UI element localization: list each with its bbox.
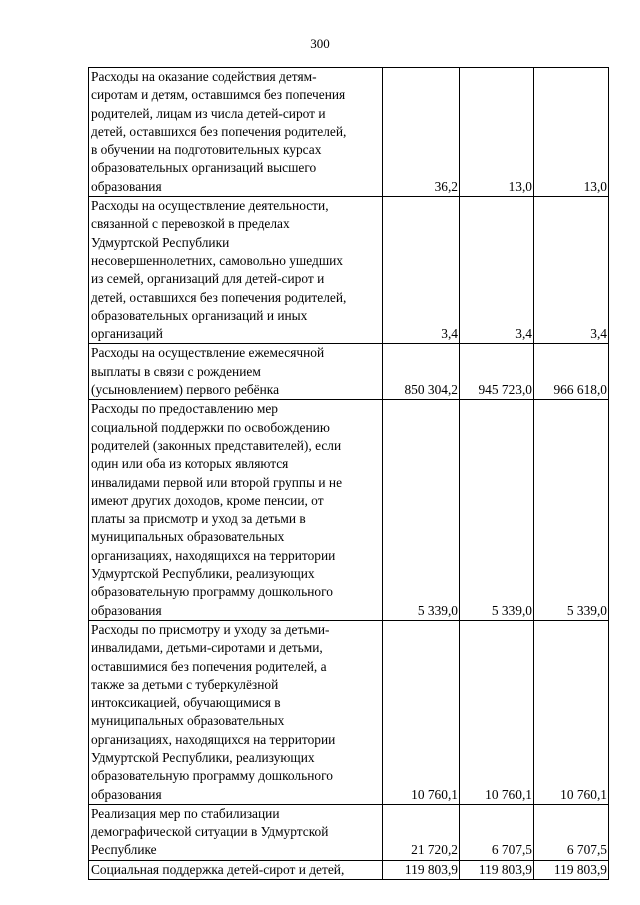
description-line: образовательных организаций и иных [91,307,308,323]
description-line: родителей (законных представителей), если [91,437,342,453]
table-row [89,344,609,400]
amount-year-3: 3,4 [534,197,609,344]
description-line: Удмуртской Республики, реализующих [91,749,315,765]
description-line: образования [91,786,162,802]
description-line: организациях, находящихся на территории [91,731,336,747]
description-line: Расходы по присмотру и уходу за детьми- [91,621,330,637]
description-line: Социальная поддержка детей-сирот и детей, [91,861,345,877]
description-line: Реализация мер по стабилизации [91,805,280,821]
description-line: в обучении на подготовительных курсах [91,142,322,158]
description-line: организаций [91,326,163,342]
amount-year-3: 5 339,0 [534,400,609,621]
description-line: из семей, организаций для детей-сирот и [91,271,325,287]
table-row [89,68,609,197]
description-line: сиротам и детям, оставшимся без попечения [91,87,346,103]
description-line: Республике [91,842,157,858]
description-line: несовершеннолетних, самовольно ушедших [91,252,343,268]
description-line: родителей, лицам из числа детей-сирот и [91,105,326,121]
row-description [89,620,383,804]
description-line: Удмуртской Республики, реализующих [91,566,315,582]
amount-year-2: 945 723,0 [460,344,534,400]
description-line: Расходы на осуществление ежемесячной [91,345,325,361]
table-row [89,620,609,804]
description-line: инвалидами, детьми-сиротами и детьми, [91,640,323,656]
amount-year-1: 10 760,1 [383,620,460,804]
description-line: образовательную программу дошкольного [91,584,333,600]
description-line: Расходы на осуществление деятельности, [91,198,329,214]
table-body [89,68,609,880]
amount-year-1: 21 720,2 [383,804,460,860]
description-line: детей, оставшихся без попечения родителей, [91,123,347,139]
description-line: выплаты в связи с рождением [91,363,261,379]
amount-year-2: 119 803,9 [460,860,534,879]
page-number: 300 [310,36,330,51]
amount-year-1: 36,2 [383,68,460,197]
amount-year-1: 119 803,9 [383,860,460,879]
description-line: Удмуртской Республики [91,234,230,250]
amount-year-3: 13,0 [534,68,609,197]
amount-year-3: 966 618,0 [534,344,609,400]
amount-year-3: 6 707,5 [534,804,609,860]
row-description [89,804,383,860]
amount-year-1: 5 339,0 [383,400,460,621]
row-description [89,197,383,344]
row-description [89,68,383,197]
description-line: образования [91,602,162,618]
description-line: оставшимися без попечения родителей, а [91,658,327,674]
description-line: социальной поддержки по освобождению [91,419,330,435]
description-line: организациях, находящихся на территории [91,547,336,563]
description-line: образовательную программу дошкольного [91,768,333,784]
row-description [89,860,383,879]
description-line: демографической ситуации в Удмуртской [91,824,329,840]
table-row [89,860,609,879]
description-line: интоксикацией, обучающимися в [91,695,281,711]
description-line: имеют других доходов, кроме пенсии, от [91,492,324,508]
description-line: Расходы по предоставлению мер [91,401,278,417]
description-line: образования [91,178,162,194]
row-description [89,400,383,621]
amount-year-3: 119 803,9 [534,860,609,879]
amount-year-2: 5 339,0 [460,400,534,621]
amount-year-3: 10 760,1 [534,620,609,804]
table-row [89,804,609,860]
amount-year-2: 3,4 [460,197,534,344]
amount-year-2: 10 760,1 [460,620,534,804]
description-line: инвалидами первой или второй группы и не [91,474,343,490]
description-line: образовательных организаций высшего [91,160,317,176]
amount-year-1: 850 304,2 [383,344,460,400]
description-line: муниципальных образовательных [91,529,285,545]
amount-year-1: 3,4 [383,197,460,344]
description-line: (усыновлением) первого ребёнка [91,382,280,398]
description-line: также за детьми с туберкулёзной [91,676,279,692]
description-line: один или оба из которых являются [91,456,289,472]
description-line: муниципальных образовательных [91,713,285,729]
description-line: связанной с перевозкой в пределах [91,216,290,232]
description-line: Расходы на оказание содействия детям- [91,69,317,84]
amount-year-2: 13,0 [460,68,534,197]
table-row [89,400,609,621]
table-row [89,197,609,344]
amount-year-2: 6 707,5 [460,804,534,860]
description-line: платы за присмотр и уход за детьми в [91,511,306,527]
description-line: детей, оставшихся без попечения родителей, [91,289,347,305]
expenditure-table [88,67,609,880]
row-description [89,344,383,400]
